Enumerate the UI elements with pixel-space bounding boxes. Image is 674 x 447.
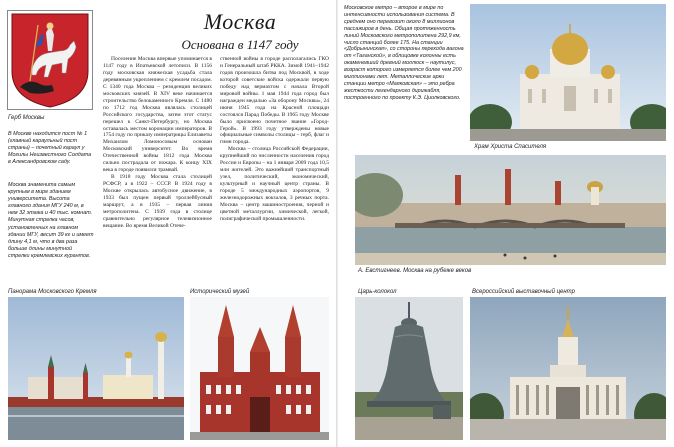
vvc-pavilion-photo — [470, 297, 666, 440]
article-paragraph: В 1918 году Москва стала столицей РСФСР, а в 1922 – СССР. В 1924 году в Москве открылась автобусное движение, в 1933 был пущен первый троллейбусный маршрут, а в 1935 – первая линия метрополитена. С 1939 года в столице сравнительно регулярное телевизионное вещание. Во время Великой Отече- — [103, 174, 212, 229]
sidebar-fact-1: В Москве находится пост № 1 (главный караульный пост страны) – почетный караул у Могилы Неизвестного Солдата в Александровском саду. — [8, 131, 92, 166]
sidebar-fact-2: Москва знаменита самым крупным в мире зданием университета. Высота главного здания МГУ 240 м, в нем 32 этажа и 40 тыс. комнат. Минутная стрелка часов, установленных на главном здании МГУ, весит 39 кг и имеет длину 4,1 м, что в два раза больше длины минутной стрелки кремлевских курантов. — [8, 182, 94, 259]
historical-museum-photo — [190, 297, 329, 440]
museum-caption: Исторический музей — [190, 289, 250, 295]
page-gutter — [336, 0, 338, 447]
kremlin-caption: Панорама Московского Кремля — [8, 289, 97, 295]
metro-fact: Московское метро – второе в мире по интенсивности использования система. В среднем оно перевозит около 8 миллионов пассажиров в день. Общая протяженность линий Московского метрополитена 292,9 км, число станций более 175. На станции «Добрынинская», со стороны перехода вагона от «Таганской», в облицовке колонны есть окаменевший древний моллюск – наутилус, возраст которого измеряется более чем 200 миллионами лет. Металлические арки станции метро «Маяковская» – это ребра жесткости легендарного дирижабля, построенного по проекту К.Э. Циолковского. — [344, 5, 464, 101]
vvc-caption: Всероссийский выставочный центр — [472, 289, 575, 295]
page-title: Москва — [203, 9, 277, 34]
tsar-bell-photo — [355, 297, 463, 440]
tsar-bell-caption: Царь-колокол — [358, 289, 397, 295]
painting-moscow-photo — [355, 155, 666, 265]
article-paragraph: Москва – столица Российской Федерации, крупнейший по численности населения город России и Европы – на 1 января 2009 года 10,5 млн жителей. Это важнейший транспортный узел, политический, экономический, культурный и научный центр страны. В городе 5 международных аэропортов, 9 железнодорожных вокзалов, 3 речных порта. Москва – центр машиностроения, черной и цветной металлургии, химической, легкой, полиграфической промышленности. — [220, 146, 329, 222]
cathedral-caption: Храм Христа Спасителя — [474, 144, 547, 150]
painting-caption: А. Евстигнеев. Москва на рубеже веков — [358, 268, 472, 274]
article-column-1 — [103, 56, 212, 288]
page-subtitle: Основана в 1147 году — [181, 37, 299, 52]
kremlin-panorama-photo — [8, 297, 184, 440]
cathedral-photo — [470, 4, 666, 141]
article-column-2 — [220, 56, 329, 288]
moscow-coat-of-arms — [7, 10, 93, 110]
coat-caption: Герб Москвы — [8, 115, 45, 121]
article-paragraph: ственной войны в городе располагались ГКО и Генеральный штаб РККА. Зимой 1941–1942 годов произошла битва под Москвой, в ходе которой советские войска одержали первую победу над вермахтом с начала Второй мировой войны. 1 мая 1944 года город был награжден медалью «За оборону Москвы», 24 июня 1945 года на Красной площади состоялся Парад Победы. В 1965 году Москве было присвоено почетное звание «Город-Герой». В 1993 году утверждены новые официальные символы столицы – герб, флаг и гимн города. — [220, 56, 329, 146]
article-paragraph: Поселение Москва впервые упоминается в 1147 году в Ипатьевской летописи. В 1156 году московская княжеская усадьба стала деревянным укреплением с кремлем посадом. С 1340 года Москва – резиденция великих московских князей. В XIV веке начинается строительство белокаменного Кремля. С 1480 по 1712 год Москва являлась столицей Российского государства, затем этот статус перешел к Санкт-Петербургу, но Москва оставалась местом коронации императоров. В 1754 году по приказу императрицы Елизаветы Михаилом Ломоносовым основан Московский университет. Во время Отечественной войны 1812 года Москва сильно пострадала от пожара. К концу XIX века в городе появился трамвай. — [103, 56, 212, 174]
